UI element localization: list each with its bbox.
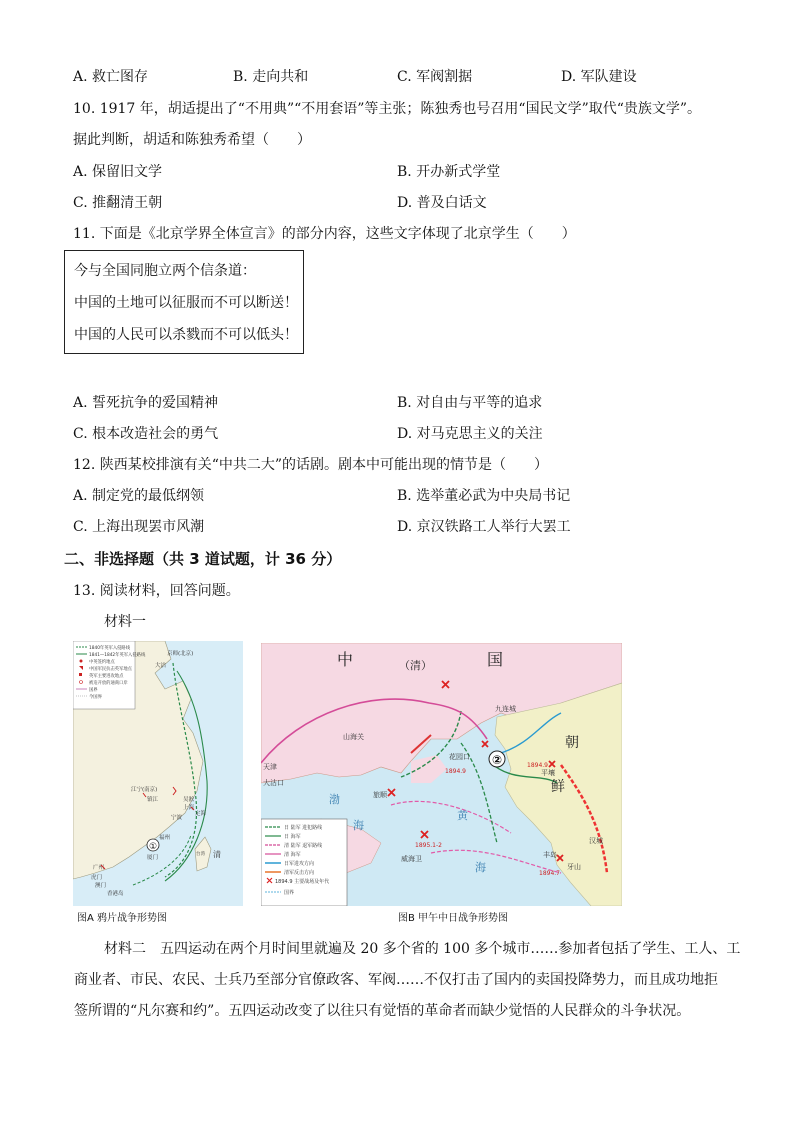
q12-option-c[interactable]: C. 上海出现罢市风潮 <box>73 519 205 535</box>
mapB-place: 平壤 <box>541 769 555 777</box>
q12-option-b[interactable]: B. 选举董必武为中央局书记 <box>397 488 571 504</box>
mapB-date: 1894.9 <box>527 762 548 769</box>
mapB-legend-text: 清 海军 <box>284 852 301 858</box>
material-two-line: 材料二 五四运动在两个月时间里就遍及 20 多个省的 100 多个城市……参加者包括了学生、工人、工 <box>104 941 741 957</box>
mapB-place: 威海卫 <box>401 855 422 863</box>
mapB-legend-text: 1894.9 主要战场及年代 <box>275 879 330 885</box>
mapA-place: 京师(北京) <box>167 651 194 657</box>
mapA-place: 大沽 <box>155 663 167 669</box>
q10-option-a[interactable]: A. 保留旧文学 <box>73 164 163 180</box>
mapB-sea: 渤 <box>329 793 340 806</box>
mapA-caption: 图A 鸦片战争形势图 <box>77 913 168 924</box>
mapA-place: 福州 <box>159 835 171 841</box>
mapB-title-mid: （清） <box>399 659 432 672</box>
q11-quote-line: 今与全国同胞立两个信条道： <box>74 263 256 279</box>
mapA-legend-text: 中国军民抗击英军地点 <box>89 667 132 672</box>
mapA-place: 清 <box>213 850 221 859</box>
mapA-place: 上海 <box>183 805 195 811</box>
q10-option-d[interactable]: D. 普及白话文 <box>397 195 487 211</box>
q11-option-d[interactable]: D. 对马克思主义的关注 <box>397 426 543 442</box>
mapA-place: 宁波 <box>171 815 183 821</box>
mapA-place: 香港岛 <box>107 891 124 897</box>
mapB-legend-text: 日 海军 <box>284 834 301 840</box>
mapA-legend-text: 1840年英军入侵路线 <box>89 646 131 651</box>
mapA-place: 吴淞 <box>183 797 195 803</box>
mapA-place: 台湾 <box>196 852 205 857</box>
mapB-place: 天津 <box>263 763 277 771</box>
material-two-line: 签所谓的“凡尔赛和约”。五四运动改变了以往只有觉悟的革命者而缺少觉悟的人民群众的斗争状况。 <box>74 1003 691 1019</box>
mapB-date: 1894.7 <box>539 870 560 877</box>
q10-option-b[interactable]: B. 开办新式学堂 <box>397 164 501 180</box>
mapB-place: 九连城 <box>495 705 516 713</box>
mapA-place: 镇江 <box>147 797 159 803</box>
mapB-legend-text: 日军进攻方向 <box>284 861 315 867</box>
q9-option-d[interactable]: D. 军队建设 <box>561 69 637 85</box>
mapB-legend-text: 清 陆军 退军路线 <box>284 843 323 849</box>
mapB-legend-text: 清军反击方向 <box>284 870 315 876</box>
q10-option-c[interactable]: C. 推翻清王朝 <box>73 195 163 211</box>
q9-option-b[interactable]: B. 走向共和 <box>233 69 309 85</box>
mapB-place: 大沽口 <box>263 779 284 787</box>
mapB-place: 花园口 <box>449 753 470 761</box>
mapA-marker-1: ① <box>149 842 158 852</box>
mapA-place: 广州 <box>93 865 105 871</box>
mapB-sea: 海 <box>353 819 364 832</box>
mapA-legend-text: 中英签约地点 <box>89 660 115 665</box>
mapB-marker-2: ② <box>492 753 503 767</box>
q12-stem: 12. 陕西某校排演有关“中共二大”的话剧。剧本中可能出现的情节是（ ） <box>73 457 549 473</box>
mapA-legend-text: 英军主要进攻地点 <box>89 674 124 679</box>
mapB-title-right: 国 <box>487 650 504 669</box>
material-two-line: 商业者、市民、农民、士兵乃至部分官僚政客、军阀……不仅打击了国内的卖国投降势力，而且成功地拒 <box>74 972 718 988</box>
q9-option-a[interactable]: A. 救亡图存 <box>73 69 149 85</box>
material-one-label: 材料一 <box>104 614 146 630</box>
q10-stem: 10. 1917 年，胡适提出了“不用典”“不用套语”等主张；陈独秀也号召用“国民文学”取代“贵族文学”。 <box>73 101 702 117</box>
q11-quote-line: 中国的土地可以征服而不可以断送！ <box>74 295 298 311</box>
q11-option-b[interactable]: B. 对自由与平等的追求 <box>397 395 543 411</box>
mapB-place: 丰岛 <box>543 851 557 859</box>
mapA-place: 江宁(南京) <box>131 787 158 793</box>
mapB-caption: 图B 甲午中日战争形势图 <box>398 913 509 924</box>
mapB-legend-text: 国界 <box>284 890 295 896</box>
q12-option-d[interactable]: D. 京汉铁路工人举行大罢工 <box>397 519 571 535</box>
q11-option-c[interactable]: C. 根本改造社会的勇气 <box>73 426 219 442</box>
q13-stem: 13. 阅读材料，回答问题。 <box>73 583 240 599</box>
mapB-korea: 朝 <box>565 735 579 751</box>
mapA-place: 澳门 <box>95 883 107 889</box>
mapB-place: 山海关 <box>343 733 364 741</box>
q11-quote-box <box>64 250 304 354</box>
mapB-place: 汉城 <box>589 837 603 845</box>
mapB-title-left: 中 <box>337 650 354 669</box>
q11-quote-line: 中国的人民可以杀戮而不可以低头！ <box>74 327 298 343</box>
mapA-legend-text: 今国界 <box>89 695 102 700</box>
material-two <box>74 934 741 1027</box>
section-heading: 二、非选择题（共 3 道试题，计 36 分） <box>64 550 342 568</box>
mapB-korea: 鲜 <box>551 779 565 795</box>
q12-option-a[interactable]: A. 制定党的最低纲领 <box>73 488 205 504</box>
mapA-legend-text: 1841—1842年英军入侵路线 <box>89 653 146 658</box>
mapB-place: 牙山 <box>567 863 581 871</box>
q11-stem: 11. 下面是《北京学界全体宣言》的部分内容，这些文字体现了北京学生（ ） <box>73 226 576 242</box>
mapB-sea: 黄 <box>457 809 468 822</box>
mapB-place: 旅顺 <box>373 791 387 799</box>
mapB-date: 1895.1-2 <box>415 842 442 849</box>
opium-war-map <box>73 641 243 906</box>
q9-option-c[interactable]: C. 军阀割据 <box>397 69 473 85</box>
q11-option-a[interactable]: A. 誓死抗争的爱国精神 <box>73 395 219 411</box>
q10-stem-cont: 据此判断，胡适和陈独秀希望（ ） <box>73 132 311 148</box>
mapB-date: 1894.9 <box>445 768 466 775</box>
mapA-place: 虎门 <box>91 875 103 881</box>
mapA-place: 定海 <box>195 811 207 817</box>
sino-japanese-war-map <box>261 643 622 906</box>
mapA-legend-text: 被迫开放的通商口岸 <box>89 681 128 686</box>
mapA-place: 厦门 <box>147 855 159 861</box>
mapB-legend-text: 日 陆军 进犯路线 <box>284 825 323 831</box>
mapA-legend-text: 国界 <box>89 688 98 693</box>
mapB-sea: 海 <box>475 861 486 874</box>
